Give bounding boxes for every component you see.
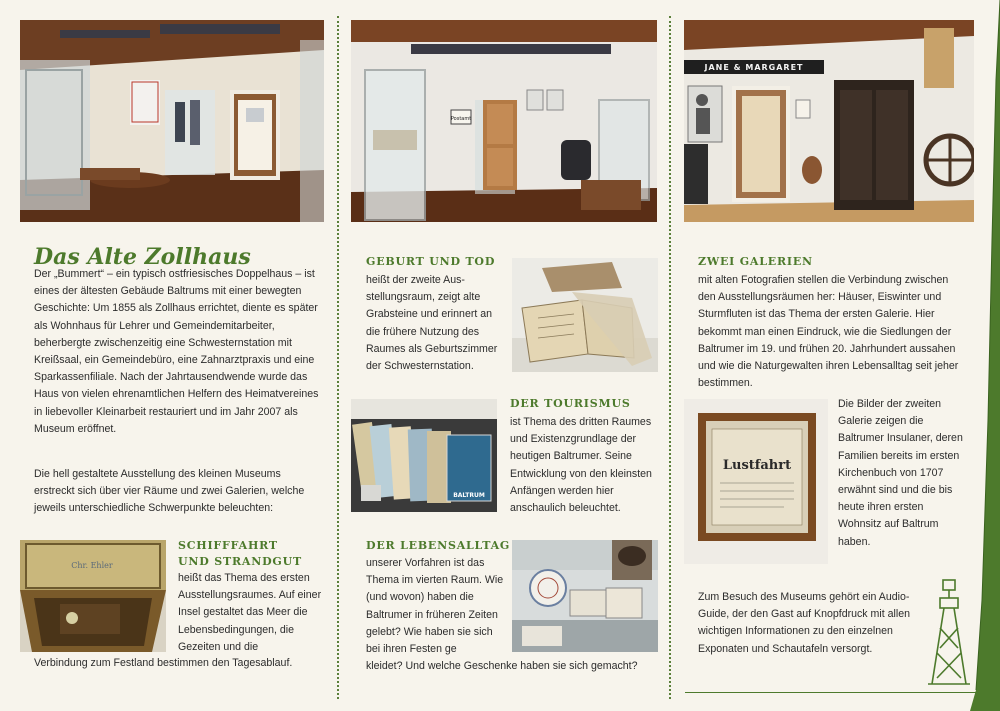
beacon-icon	[926, 578, 972, 688]
photo-everyday-life	[512, 540, 658, 652]
tourismus-text: ist Thema des dritten Raumes und Existenzgrundlage der heutigen Baltrumer. Seine Entwicklung von den kleinsten Anfängen werden hier anschaulich beleuchtet.	[510, 416, 652, 515]
photo-tourism-brochures	[351, 399, 497, 512]
schifffahrt-text: heißt das Thema des ersten Ausstellungsraumes. Auf einer Insel gestaltet das Meer die Lebensbedingungen, die Gezeiten und die	[178, 572, 322, 653]
heading-geburt-und-tod: GEBURT UND TOD	[366, 255, 496, 268]
photo-museum-room-2	[351, 20, 657, 222]
heading-tourismus: DER TOURISMUS	[510, 397, 631, 410]
lebensalltag-text-cont: kleidet? Und welche Geschenke haben sie sich gemacht?	[366, 660, 638, 672]
audio-guide-text: Zum Besuch des Museums gehört ein Audio-Guide, der den Gast auf Knopfdruck mit allen wichtigen Informationen zu den einzelnen Exponaten und Schautafeln versorgt.	[698, 591, 910, 655]
green-side-band	[970, 0, 1000, 711]
schifffahrt-text-cont: Verbindung zum Festland bestimmen den Tagesablauf.	[34, 657, 293, 669]
lebensalltag-text: unserer Vorfahren ist das Thema im vierten Raum. Wie (und wovon) haben die Baltrumer in früheren Zeiten gelebt? Wie haben sie sich bei ihren Festen ge	[366, 557, 504, 656]
heading-lebensalltag: DER LEBENSALLTAG	[366, 539, 511, 552]
galerie2-text: Die Bilder der zweiten Galerie zeigen die Baltrumer Insulaner, deren Familien bereits im ersten Kirchenbuch von 1707 erwähnt sind und die bis heute ihren ersten Wohnsitz auf Baltrum haben.	[838, 398, 963, 548]
frame-label: Lustfahrt	[722, 458, 792, 473]
photo-museum-room-1	[20, 20, 324, 222]
heading-zwei-galerien: ZWEI GALERIEN	[698, 255, 813, 268]
brochure-label: BALTRUM	[453, 492, 485, 499]
photo-birth-book	[512, 258, 658, 372]
exhibition-paragraph: Die hell gestaltete Ausstellung des kleinen Museums erstreckt sich über vier Räume und zwei Galerien, welche jeweils unterschiedliche Schwerpunkte beleuchten:	[34, 468, 305, 515]
chest-label: Chr. Ehler	[71, 561, 113, 570]
photo-sea-chest	[20, 540, 166, 652]
photo-museum-room-3	[684, 20, 974, 222]
column-divider-1	[337, 16, 339, 699]
postamt-sign: Postamt	[450, 116, 472, 122]
column-divider-2	[669, 16, 671, 699]
intro-paragraph: Der „Bummert“ – ein typisch ostfriesisches Doppelhaus – ist eines der ältesten Gebäude Baltrums mit einer bewegten Geschichte: Um 1855 als Zollhaus errichtet, diente es später als Wohnhaus für Lehrer und Gemeindemitarbeiter, beherbergte zwischenzeitig eine Schwesternstation mit Kreißsaal, ein Gemeindebüro, eine Zahnarztpraxis und eine Sparkassenfiliale. Nach der Jahrtausendwende wurde das Haus von vielen ehrenamtlichen Helfern des Heimatvereines in liebevoller Kleinarbeit restauriert und im Jahr 2007 als Museum eröffnet.	[34, 268, 319, 435]
geburt-text: heißt der zweite Ausstellungsraum, zeigt alte Grabsteine und erinnert an die frühere Nutzung des Raumes als Geburtszimmer der Schwesternstation.	[366, 274, 498, 373]
bottom-rule	[685, 692, 982, 693]
galerien-text: mit alten Fotografien stellen die Verbindung zwischen den Ausstellungsräumen her: Häuser, Eiswinter und Sturmfluten ist das Thema der ersten Galerie. Hier bekommt man einen Eindruck, wie die Siedlungen der Baltrumer im 19. und frühen 20. Jahrhundert aussahen und wie die Naturgewalten ihren Lebensalltag seit jeher bestimmen.	[698, 274, 959, 390]
heading-schifffahrt: SCHIFFFAHRT UND STRANDGUT	[178, 539, 302, 568]
page-title: Das Alte Zollhaus	[34, 244, 251, 270]
ship-sign: JANE & MARGARET	[704, 63, 804, 72]
photo-framed-document	[684, 399, 828, 564]
